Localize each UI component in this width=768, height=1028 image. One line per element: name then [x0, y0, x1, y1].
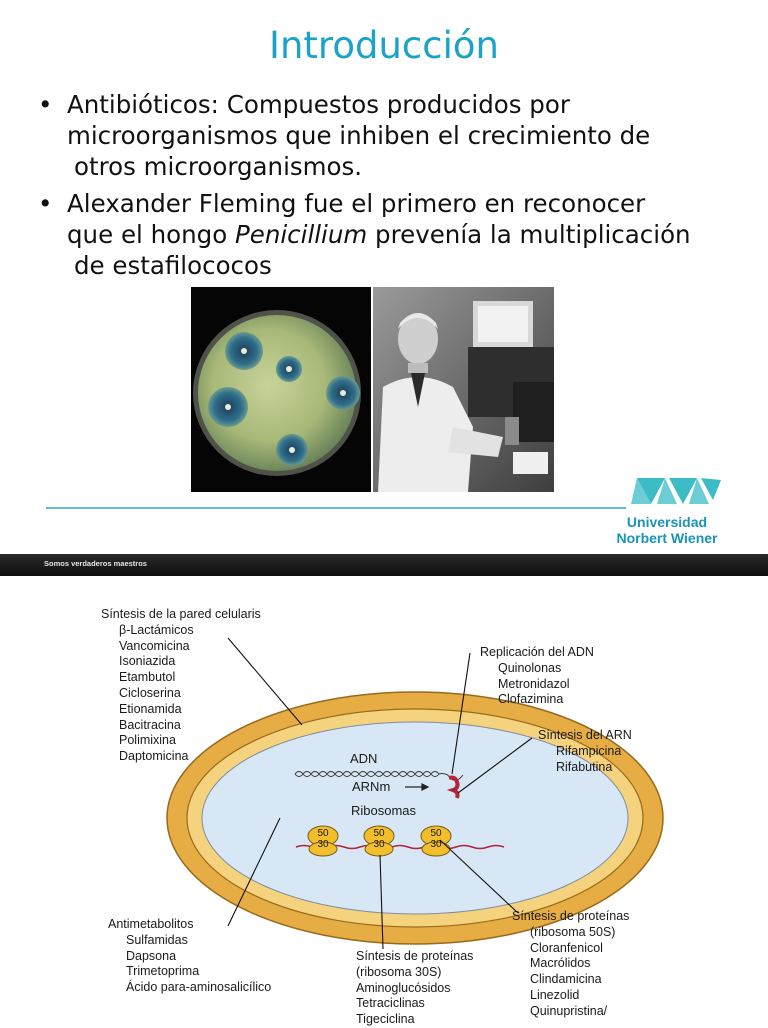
protein-synthesis-30s-group — [356, 949, 473, 1028]
drug-name: Quinolonas — [498, 660, 562, 675]
antibiotic-targets-diagram — [0, 578, 768, 1027]
bullet-line: otros microorganismos. — [74, 152, 363, 181]
group-title: Síntesis del ARN — [538, 728, 632, 742]
drug-name: Clofazimina — [498, 692, 564, 707]
fleming-photo — [373, 287, 554, 492]
drug-name: Rifampicina — [556, 743, 622, 758]
group-title: Replicación del ADN — [480, 645, 594, 659]
rna-synthesis-group — [538, 728, 632, 775]
drug-name: Dapsona — [126, 948, 177, 963]
university-name-line2: Norbert Wiener — [616, 530, 718, 546]
ribosomes-label: Ribosomas — [351, 803, 417, 818]
drug-name: Quinupristina/ — [530, 1003, 608, 1018]
drug-name: Macrólidos — [530, 956, 591, 971]
bullet-marker: • — [38, 90, 53, 119]
drug-name: Cloranfenicol — [530, 940, 603, 955]
bullet-text: prevenía la multiplicación — [367, 220, 691, 249]
footer-bar — [0, 554, 768, 576]
drug-name: Rifabutina — [556, 759, 613, 774]
drug-name: Bacitracina — [119, 717, 181, 732]
drug-name: Trimetoprima — [126, 964, 200, 979]
footer-slogan: Somos verdaderos maestros — [44, 559, 147, 568]
ribosome-subunit-labels — [427, 828, 445, 850]
subunit-50-label: 50 — [430, 828, 442, 839]
bullet-line: Alexander Fleming fue el primero en reconocer — [67, 189, 646, 218]
group-title: Síntesis de la pared celularis — [101, 607, 261, 621]
petri-dish-image — [191, 287, 371, 492]
bullet-text: que el hongo — [67, 220, 235, 249]
drug-name: Linezolid — [530, 987, 580, 1002]
drug-name: Tetraciclinas — [356, 996, 425, 1011]
drug-name: Daptomicina — [119, 749, 189, 764]
drug-name: Metronidazol — [498, 676, 570, 691]
group-subtitle: (ribosoma 30S) — [356, 964, 442, 979]
antimetabolites-group — [108, 917, 271, 996]
ribosome-subunit-labels — [314, 828, 332, 850]
bullet-line — [67, 219, 691, 250]
drug-name: Cicloserina — [119, 685, 181, 700]
drug-name: Tigeciclina — [356, 1012, 415, 1027]
subunit-30-label: 30 — [317, 839, 329, 850]
group-title: Antimetabolitos — [108, 917, 194, 931]
drug-name: Etambutol — [119, 670, 176, 685]
drug-name: Ácido para-aminosalicílico — [126, 980, 272, 995]
group-title: Síntesis de proteínas — [512, 909, 630, 923]
petri-dish-photo — [191, 287, 371, 492]
drug-name: β-Lactámicos — [119, 622, 194, 637]
subunit-30-label: 30 — [430, 839, 442, 850]
drug-name: Vancomicina — [119, 638, 190, 653]
cell-wall-synthesis-group — [101, 607, 261, 765]
subunit-50-label: 50 — [373, 828, 385, 839]
bullet-line: Antibióticos: Compuestos producidos por — [67, 90, 570, 119]
group-subtitle: (ribosoma 50S) — [530, 924, 616, 939]
penicillium-italic: Penicillium — [234, 220, 368, 249]
protein-synthesis-50s-group — [512, 909, 629, 1020]
dna-label: ADN — [350, 751, 378, 766]
bullet-line: de estafilococos — [74, 251, 272, 280]
drug-name: Polimixina — [119, 733, 176, 748]
divider-line — [46, 507, 626, 509]
group-title: Síntesis de proteínas — [356, 949, 474, 963]
subunit-30-label: 30 — [373, 839, 385, 850]
mrna-label: ARNm — [352, 779, 391, 794]
university-name-line1: Universidad — [626, 514, 708, 530]
dna-replication-group — [480, 645, 594, 708]
ribosome-subunit-labels — [370, 828, 388, 850]
drug-name: Isoniazida — [119, 654, 176, 669]
drug-name: Sulfamidas — [126, 932, 188, 947]
slide-title: Introducción — [269, 24, 499, 67]
drug-name: Etionamida — [119, 701, 182, 716]
bullet-marker: • — [38, 189, 53, 218]
bullet-line: microorganismos que inhiben el crecimiento de — [67, 121, 651, 150]
fleming-portrait-image — [373, 287, 554, 492]
drug-name: Aminoglucósidos — [356, 980, 451, 995]
subunit-50-label: 50 — [317, 828, 329, 839]
drug-name: Clindamicina — [530, 972, 602, 987]
